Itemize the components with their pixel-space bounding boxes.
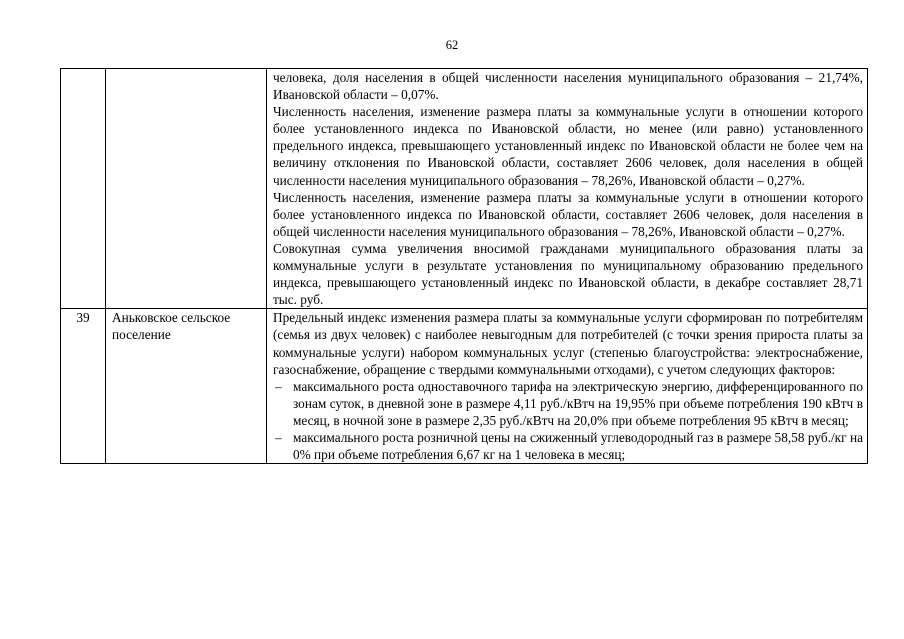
municipality-name-cell: Аньковское сельское поселение [106, 309, 267, 464]
list-item-text: максимального роста одноставочного тарифа на электрическую энергию, дифференцированного по зонам суток, в дневной зоне в размере 4,11 руб./кВтч на 19,95% при объеме потребления 190 кВтч в месяц, в ночной зоне в размере 2,35 руб./кВтч на 20,0% при объеме потребления 95 кВтч в месяц; [293, 378, 863, 428]
row-number-cell [61, 69, 106, 309]
paragraph: Совокупная сумма увеличения вносимой гражданами муниципального образования платы за коммунальные услуги в результате установления по муниципальному образованию предельного индекса, превышающего установленный индекс по Ивановской области, в декабре составляет 28,71 тыс. руб. [273, 240, 863, 308]
municipality-name-cell [106, 69, 267, 309]
document-table [60, 68, 868, 464]
paragraph: Численность населения, изменение размера платы за коммунальные услуги в отношении которого более установленного индекса по Ивановской области, но менее (или равно) установленного предельного индекса, превышающего установленный индекс по Ивановской области не более чем на величину отклонения по Ивановской области, составляет 2606 человек, доля населения в общей численности населения муниципального образования – 78,26%, Ивановской области – 0,27%. [273, 104, 863, 188]
table-row [61, 69, 868, 309]
row-number-cell: 39 [61, 309, 106, 464]
intro-paragraph: Предельный индекс изменения размера платы за коммунальные услуги сформирован по потребителям (семья из двух человек) с наиболее невыгодным для потребителей (с точки зрения прироста платы за коммунальные услуги) набором коммунальных услуг (степенью благоустройства: электроснабжение, газоснабжение, обращение с твердыми коммунальными отходами), с учетом следующих факторов: [273, 310, 863, 377]
description-cell [267, 69, 868, 309]
list-dash: – [275, 429, 282, 445]
paragraph: человека, доля населения в общей численности населения муниципального образования – 21,74%, Ивановской области – 0,07%. [273, 70, 863, 103]
list-item [273, 378, 863, 429]
page-number: 62 [445, 38, 459, 52]
list-dash: – [275, 378, 282, 394]
description-cell [267, 309, 868, 464]
list-item-text: максимального роста розничной цены на сжиженный углеводородный газ в размере 58,58 руб./кг на 0% при объеме потребления 6,67 кг на 1 человека в месяц; [293, 429, 863, 463]
paragraph: Численность населения, изменение размера платы за коммунальные услуги в отношении которого более установленного индекса по Ивановской области, составляет 2606 человек, доля населения в общей численности населения муниципального образования – 78,26%, Ивановской области – 0,27%. [273, 189, 863, 239]
table-row [61, 309, 868, 464]
list-item [273, 429, 863, 463]
